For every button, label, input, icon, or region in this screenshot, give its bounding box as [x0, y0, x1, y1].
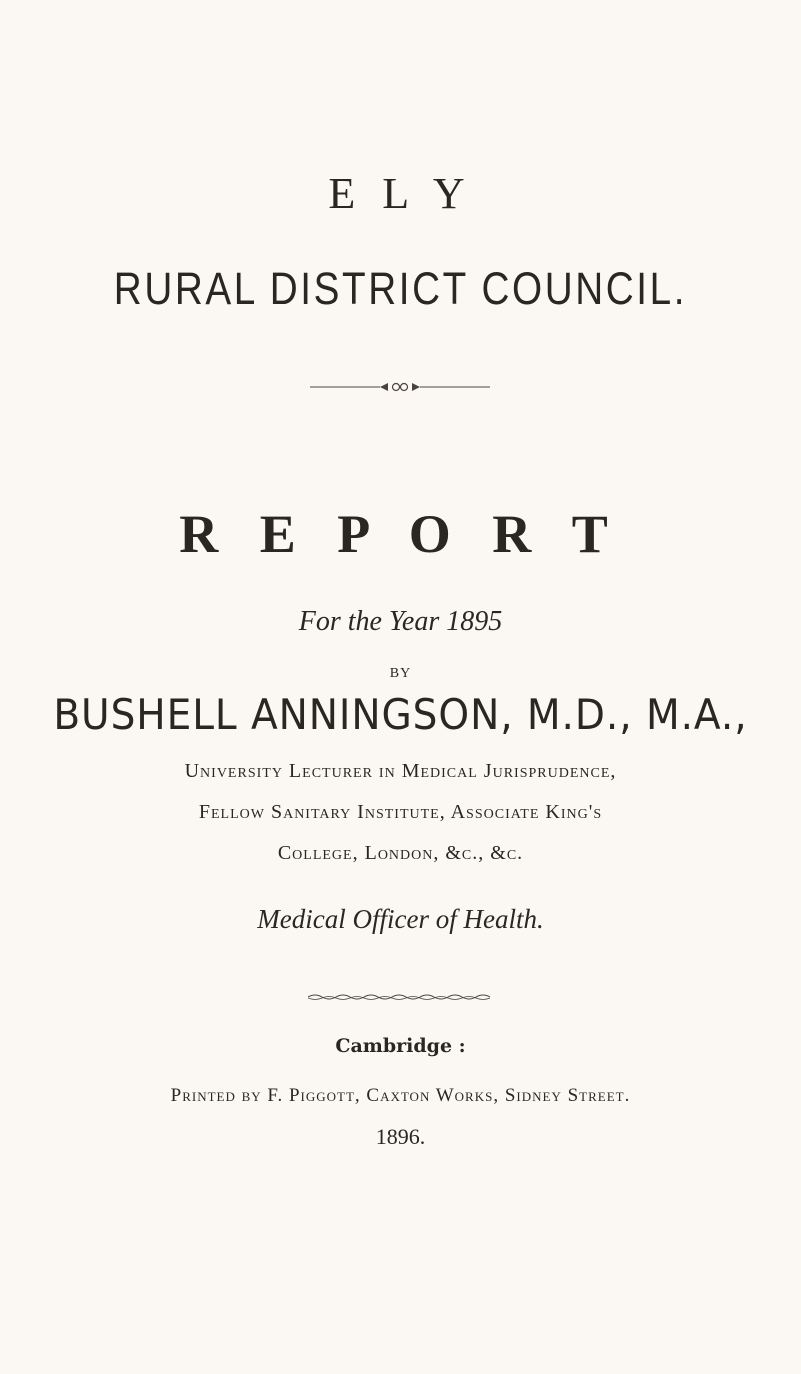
- report-title: R E P O R T: [179, 504, 622, 564]
- place-heading: E L Y: [328, 169, 473, 218]
- printer-line: Printed by F. Piggott, Caxton Works, Sidney Street.: [170, 1085, 631, 1106]
- author-credential: College, London, &c., &c.: [277, 842, 524, 864]
- ornamental-rule: [310, 380, 490, 394]
- report-year: For the Year 1895: [298, 606, 503, 637]
- by-label: BY: [389, 666, 412, 681]
- author-name: BUSHELL ANNINGSON, M.D., M.A.,: [53, 690, 748, 739]
- imprint-city: Cambridge :: [335, 1035, 466, 1057]
- council-heading: RURAL DISTRICT COUNCIL.: [113, 263, 688, 314]
- author-credential: University Lecturer in Medical Jurisprudence,: [184, 760, 617, 782]
- wavy-rule: [308, 992, 494, 1002]
- imprint-year: 1896.: [375, 1124, 426, 1149]
- author-position: Medical Officer of Health.: [257, 904, 544, 934]
- author-credential: Fellow Sanitary Institute, Associate King's: [198, 801, 603, 823]
